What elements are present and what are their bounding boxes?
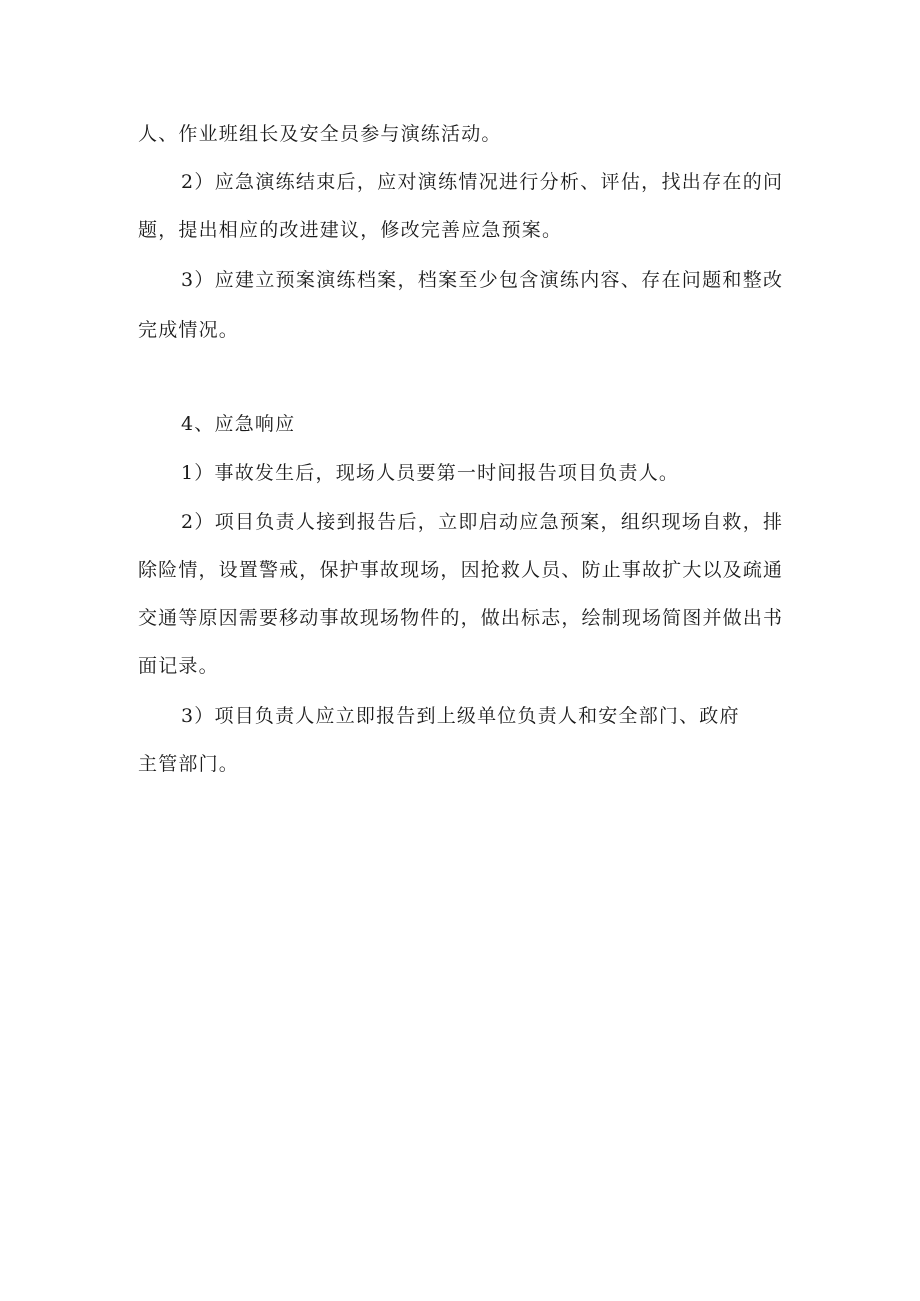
- paragraph-line: 交通等原因需要移动事故现场物件的，做出标志，绘制现场简图并做出书: [138, 607, 782, 629]
- paragraph-line: 3）项目负责人应立即报告到上级单位负责人和安全部门、政府: [181, 705, 740, 727]
- paragraph-line: 1）事故发生后，现场人员要第一时间报告项目负责人。: [181, 462, 680, 484]
- paragraph-line: 2）项目负责人接到报告后，立即启动应急预案，组织现场自救，排: [181, 511, 782, 533]
- paragraph-line: 面记录。: [138, 655, 219, 677]
- paragraph-line: 3）应建立预案演练档案，档案至少包含演练内容、存在问题和整改: [181, 269, 782, 291]
- paragraph-line: 完成情况。: [138, 319, 240, 341]
- paragraph-line: 2）应急演练结束后，应对演练情况进行分析、评估，找出存在的问: [181, 171, 782, 193]
- paragraph-line: 题，提出相应的改进建议，修改完善应急预案。: [138, 219, 563, 241]
- paragraph-line: 主管部门。: [138, 753, 240, 775]
- paragraph-line: 除险情，设置警戒，保护事故现场，因抢救人员、防止事故扩大以及疏通: [138, 559, 782, 581]
- paragraph-line: 人、作业班组长及安全员参与演练活动。: [138, 123, 502, 145]
- section-heading: 4、应急响应: [181, 413, 296, 435]
